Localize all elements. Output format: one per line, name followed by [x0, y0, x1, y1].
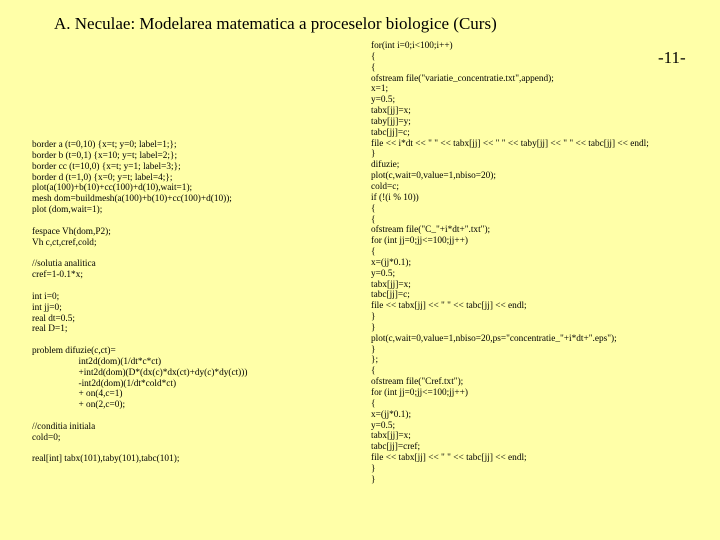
- code-line: int2d(dom)(1/dt*c*ct): [32, 356, 162, 367]
- code-line: mesh dom=buildmesh(a(100)+b(10)+cc(100)+d(10));: [32, 194, 232, 205]
- code-line: x=(jj*0.1);: [371, 409, 412, 420]
- code-line: Vh c,ct,cref,cold;: [32, 237, 97, 248]
- code-line: file << i*dt << " " << tabx[jj] << " " << taby[jj] << " " << tabc[jj] << endl;: [371, 138, 649, 149]
- code-line: + on(4,c=1): [32, 389, 123, 400]
- code-line: //conditia initiala: [32, 421, 96, 432]
- code-line: y=0.5;: [371, 95, 396, 106]
- code-line: {: [371, 247, 376, 258]
- code-line: real dt=0.5;: [32, 313, 75, 324]
- code-line: fespace Vh(dom,P2);: [32, 226, 111, 237]
- code-line: tabc[jj]=c;: [371, 290, 410, 301]
- code-line: tabc[jj]=c;: [371, 127, 410, 138]
- code-line: }: [371, 312, 376, 323]
- code-line: {: [371, 51, 376, 62]
- code-line: [32, 248, 247, 259]
- left-code-column: [32, 140, 247, 465]
- code-line: [32, 411, 247, 422]
- code-line: }: [371, 344, 376, 355]
- code-line: {: [371, 214, 376, 225]
- code-line: tabx[jj]=x;: [371, 279, 411, 290]
- code-line: ofstream file("Cref.txt");: [371, 377, 464, 388]
- code-line: border b (t=0,1) {x=10; y=t; label=2;};: [32, 150, 178, 161]
- code-line: real D=1;: [32, 324, 68, 335]
- code-line: difuzie;: [371, 160, 400, 171]
- code-line: plot(c,wait=0,value=1,nbiso=20);: [371, 171, 496, 182]
- code-line: border a (t=0,10) {x=t; y=0; label=1;};: [32, 140, 177, 150]
- code-line: {: [371, 398, 376, 409]
- code-line: real[int] tabx(101),taby(101),tabc(101);: [32, 454, 180, 465]
- code-line: -int2d(dom)(1/dt*cold*ct): [32, 378, 177, 389]
- code-line: + on(2,c=0);: [32, 400, 126, 411]
- code-line: {: [371, 62, 376, 73]
- page-title: A. Neculae: Modelarea matematica a proceselor biologice (Curs): [54, 14, 497, 33]
- code-line: int i=0;: [32, 291, 60, 302]
- code-line: [32, 444, 247, 455]
- code-line: plot(c,wait=0,value=1,nbiso=20,ps="concentratie_"+i*dt+".eps");: [371, 333, 617, 344]
- code-line: for(int i=0;i<100;i++): [371, 41, 453, 51]
- code-line: problem difuzie(c,ct)=: [32, 346, 116, 357]
- code-line: x=1;: [371, 84, 389, 95]
- code-line: y=0.5;: [371, 420, 396, 431]
- code-line: }: [371, 463, 376, 474]
- code-line: for (int jj=0;jj<=100;jj++): [371, 236, 468, 247]
- code-line: }: [371, 149, 376, 160]
- code-line: if (!(i % 10)): [371, 192, 419, 203]
- code-line: ofstream file("C_"+i*dt+".txt");: [371, 225, 491, 236]
- code-line: file << tabx[jj] << " " << tabc[jj] << endl;: [371, 301, 527, 312]
- code-line: +int2d(dom)(D*(dx(c)*dx(ct)+dy(c)*dy(ct))): [32, 367, 248, 378]
- code-line: y=0.5;: [371, 268, 396, 279]
- code-line: };: [371, 355, 379, 366]
- code-line: [32, 281, 247, 292]
- code-line: plot(a(100)+b(10)+cc(100)+d(10),wait=1);: [32, 183, 193, 194]
- code-line: [32, 335, 247, 346]
- code-line: {: [371, 366, 376, 377]
- code-line: file << tabx[jj] << " " << tabc[jj] << endl;: [371, 453, 527, 464]
- code-line: ofstream file("variatie_concentratie.txt",append);: [371, 73, 554, 84]
- code-line: [32, 216, 247, 227]
- code-line: cold=c;: [371, 181, 399, 192]
- code-line: tabx[jj]=x;: [371, 106, 411, 117]
- code-line: }: [371, 474, 376, 485]
- code-line: border cc (t=10,0) {x=t; y=1; label=3;};: [32, 161, 181, 172]
- code-line: {: [371, 203, 376, 214]
- code-line: for (int jj=0;jj<=100;jj++): [371, 388, 468, 398]
- code-line: cref=1-0.1*x;: [32, 270, 83, 281]
- code-line: border d (t=1,0) {x=0; y=t; label=4;};: [32, 172, 173, 183]
- code-line: cold=0;: [32, 432, 61, 443]
- code-line: tabc[jj]=cref;: [371, 442, 421, 453]
- code-line: //solutia analitica: [32, 259, 96, 270]
- code-line: }: [371, 322, 376, 333]
- code-line: int jj=0;: [32, 302, 62, 313]
- code-line: taby[jj]=y;: [371, 116, 411, 127]
- code-line: x=(jj*0.1);: [371, 257, 412, 268]
- code-line: tabx[jj]=x;: [371, 431, 411, 442]
- page-number: -11-: [658, 48, 686, 67]
- right-code-column: [371, 41, 649, 486]
- code-line: plot (dom,wait=1);: [32, 205, 103, 216]
